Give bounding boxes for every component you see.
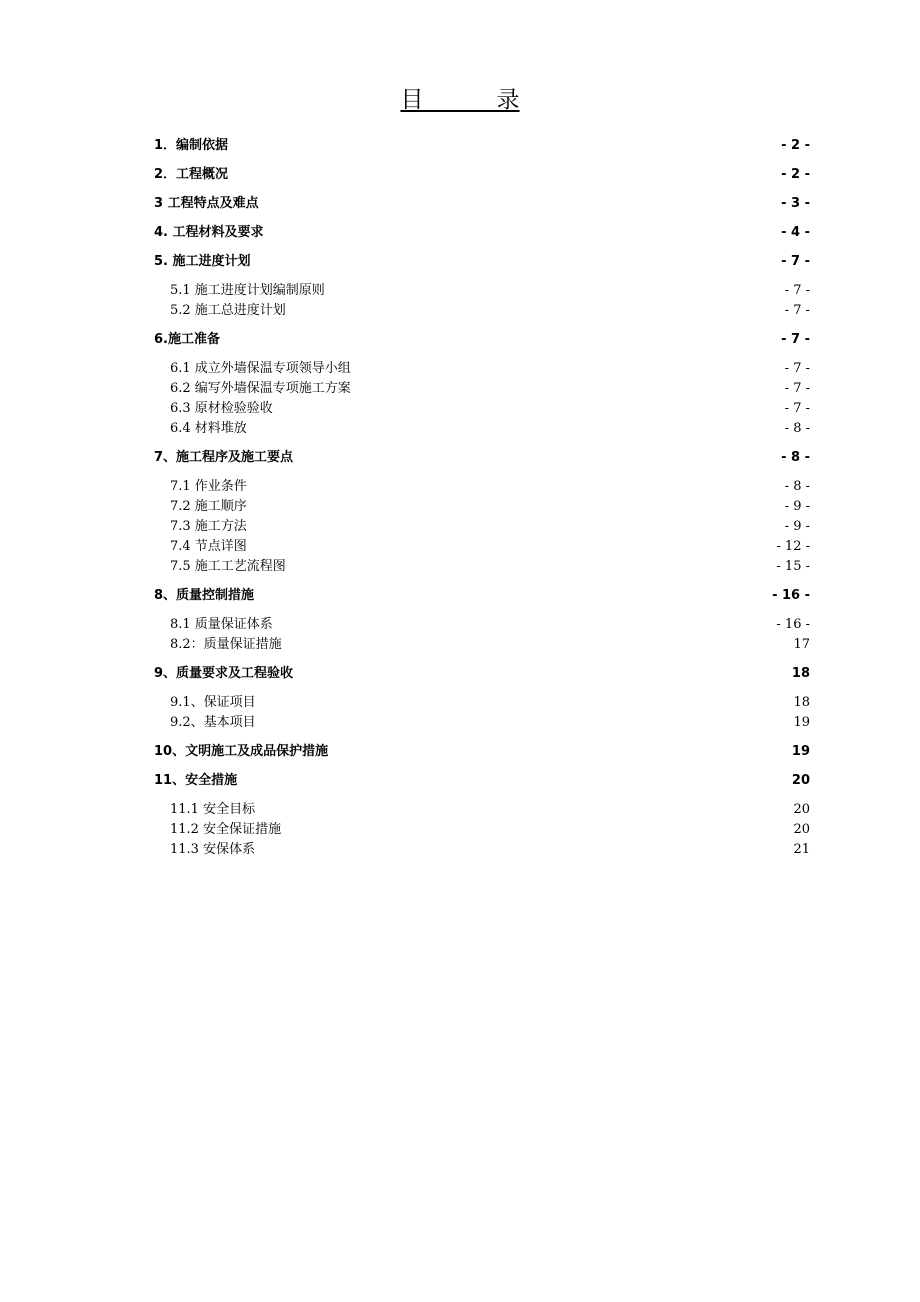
toc-entry-label: 11.3 安保体系 — [170, 842, 256, 857]
toc-entry-label: 5. 施工进度计划 — [154, 254, 251, 269]
toc-entry-label: 7.2 施工顺序 — [170, 499, 247, 514]
toc-entry-page: 19 — [791, 744, 810, 759]
toc-entry-label: 9.2、基本项目 — [170, 715, 256, 730]
toc-entry-label: 6.4 材料堆放 — [170, 421, 247, 436]
toc-entry[interactable] — [154, 517, 810, 537]
toc-entry[interactable] — [154, 448, 810, 468]
toc-entry-page: - 16 - — [776, 617, 810, 632]
toc-entry-label: 4. 工程材料及要求 — [154, 225, 264, 240]
toc-entry[interactable] — [154, 419, 810, 439]
toc-entry-page: - 3 - — [781, 196, 810, 211]
toc-entry[interactable] — [154, 477, 810, 497]
toc-entry[interactable] — [154, 359, 810, 379]
toc-entry-page: - 16 - — [772, 588, 810, 603]
toc-title — [0, 84, 920, 116]
toc-entry-page: 18 — [793, 695, 810, 710]
toc-entry[interactable] — [154, 497, 810, 517]
toc-entry-label: 7.1 作业条件 — [170, 479, 247, 494]
toc-entry-label: 6.施工准备 — [154, 332, 220, 347]
toc-entry-page: - 4 - — [781, 225, 810, 240]
toc-entry-label: 6.3 原材检验验收 — [170, 401, 273, 416]
toc-entry-label: 5.1 施工进度计划编制原则 — [170, 283, 325, 298]
toc-entry-label: 8、质量控制措施 — [154, 588, 255, 603]
toc-entry[interactable] — [154, 713, 810, 733]
toc-entry-page: - 9 - — [784, 519, 810, 534]
toc-entry-page: - 7 - — [784, 303, 810, 318]
toc-entry[interactable] — [154, 194, 810, 214]
toc-title-text: 目 录 — [400, 87, 520, 113]
toc-entry-label: 7、施工程序及施工要点 — [154, 450, 294, 465]
toc-entry[interactable] — [154, 379, 810, 399]
toc-entry-label: 5.2 施工总进度计划 — [170, 303, 286, 318]
toc-entry-page: - 15 - — [776, 559, 810, 574]
toc-entry-page: - 7 - — [784, 361, 810, 376]
toc-entry[interactable] — [154, 252, 810, 272]
toc-entry-label: 11.1 安全目标 — [170, 802, 256, 817]
toc-entry[interactable] — [154, 223, 810, 243]
toc-entry-page: 20 — [793, 822, 810, 837]
toc-entry[interactable] — [154, 840, 810, 860]
toc-entry-page: 21 — [793, 842, 810, 857]
toc-entry-page: - 7 - — [781, 332, 810, 347]
toc-entry[interactable] — [154, 635, 810, 655]
toc-entry[interactable] — [154, 537, 810, 557]
toc-entry-label: 6.1 成立外墙保温专项领导小组 — [170, 361, 351, 376]
toc-entry[interactable] — [154, 820, 810, 840]
toc-entry-page: 19 — [793, 715, 810, 730]
toc-entry[interactable] — [154, 693, 810, 713]
toc-entry-label: 2．工程概况 — [154, 167, 229, 182]
toc-entry-label: 8.2：质量保证措施 — [170, 637, 282, 652]
toc-entry[interactable] — [154, 136, 810, 156]
toc-list — [154, 136, 810, 860]
toc-entry-label: 6.2 编写外墙保温专项施工方案 — [170, 381, 351, 396]
toc-entry[interactable] — [154, 800, 810, 820]
toc-entry[interactable] — [154, 664, 810, 684]
toc-entry-label: 3 工程特点及难点 — [154, 196, 259, 211]
toc-entry-label: 10、文明施工及成品保护措施 — [154, 744, 329, 759]
toc-entry-label: 7.3 施工方法 — [170, 519, 247, 534]
toc-entry[interactable] — [154, 586, 810, 606]
toc-entry-page: - 7 - — [784, 283, 810, 298]
toc-entry[interactable] — [154, 557, 810, 577]
toc-entry-page: - 7 - — [784, 381, 810, 396]
toc-entry-page: - 8 - — [784, 421, 810, 436]
toc-entry[interactable] — [154, 742, 810, 762]
toc-entry-page: 20 — [793, 802, 810, 817]
toc-entry-page: - 8 - — [784, 479, 810, 494]
toc-entry-label: 8.1 质量保证体系 — [170, 617, 273, 632]
toc-entry-label: 11.2 安全保证措施 — [170, 822, 282, 837]
toc-entry-label: 9.1、保证项目 — [170, 695, 256, 710]
toc-entry-page: 18 — [791, 666, 810, 681]
toc-entry-page: - 7 - — [784, 401, 810, 416]
toc-entry-label: 7.4 节点详图 — [170, 539, 247, 554]
toc-entry-page: - 12 - — [776, 539, 810, 554]
toc-entry-page: - 7 - — [781, 254, 810, 269]
toc-entry[interactable] — [154, 615, 810, 635]
toc-entry[interactable] — [154, 165, 810, 185]
toc-entry-page: 20 — [791, 773, 810, 788]
toc-entry-page: - 2 - — [781, 138, 810, 153]
toc-entry-page: 17 — [793, 637, 810, 652]
toc-entry-page: - 8 - — [781, 450, 810, 465]
toc-entry-label: 11、安全措施 — [154, 773, 238, 788]
toc-entry[interactable] — [154, 281, 810, 301]
toc-entry-label: 7.5 施工工艺流程图 — [170, 559, 286, 574]
toc-entry[interactable] — [154, 399, 810, 419]
toc-entry-label: 1．编制依据 — [154, 138, 229, 153]
toc-entry-page: - 2 - — [781, 167, 810, 182]
toc-entry[interactable] — [154, 771, 810, 791]
toc-entry[interactable] — [154, 330, 810, 350]
toc-entry-page: - 9 - — [784, 499, 810, 514]
toc-entry-label: 9、质量要求及工程验收 — [154, 666, 294, 681]
toc-entry[interactable] — [154, 301, 810, 321]
